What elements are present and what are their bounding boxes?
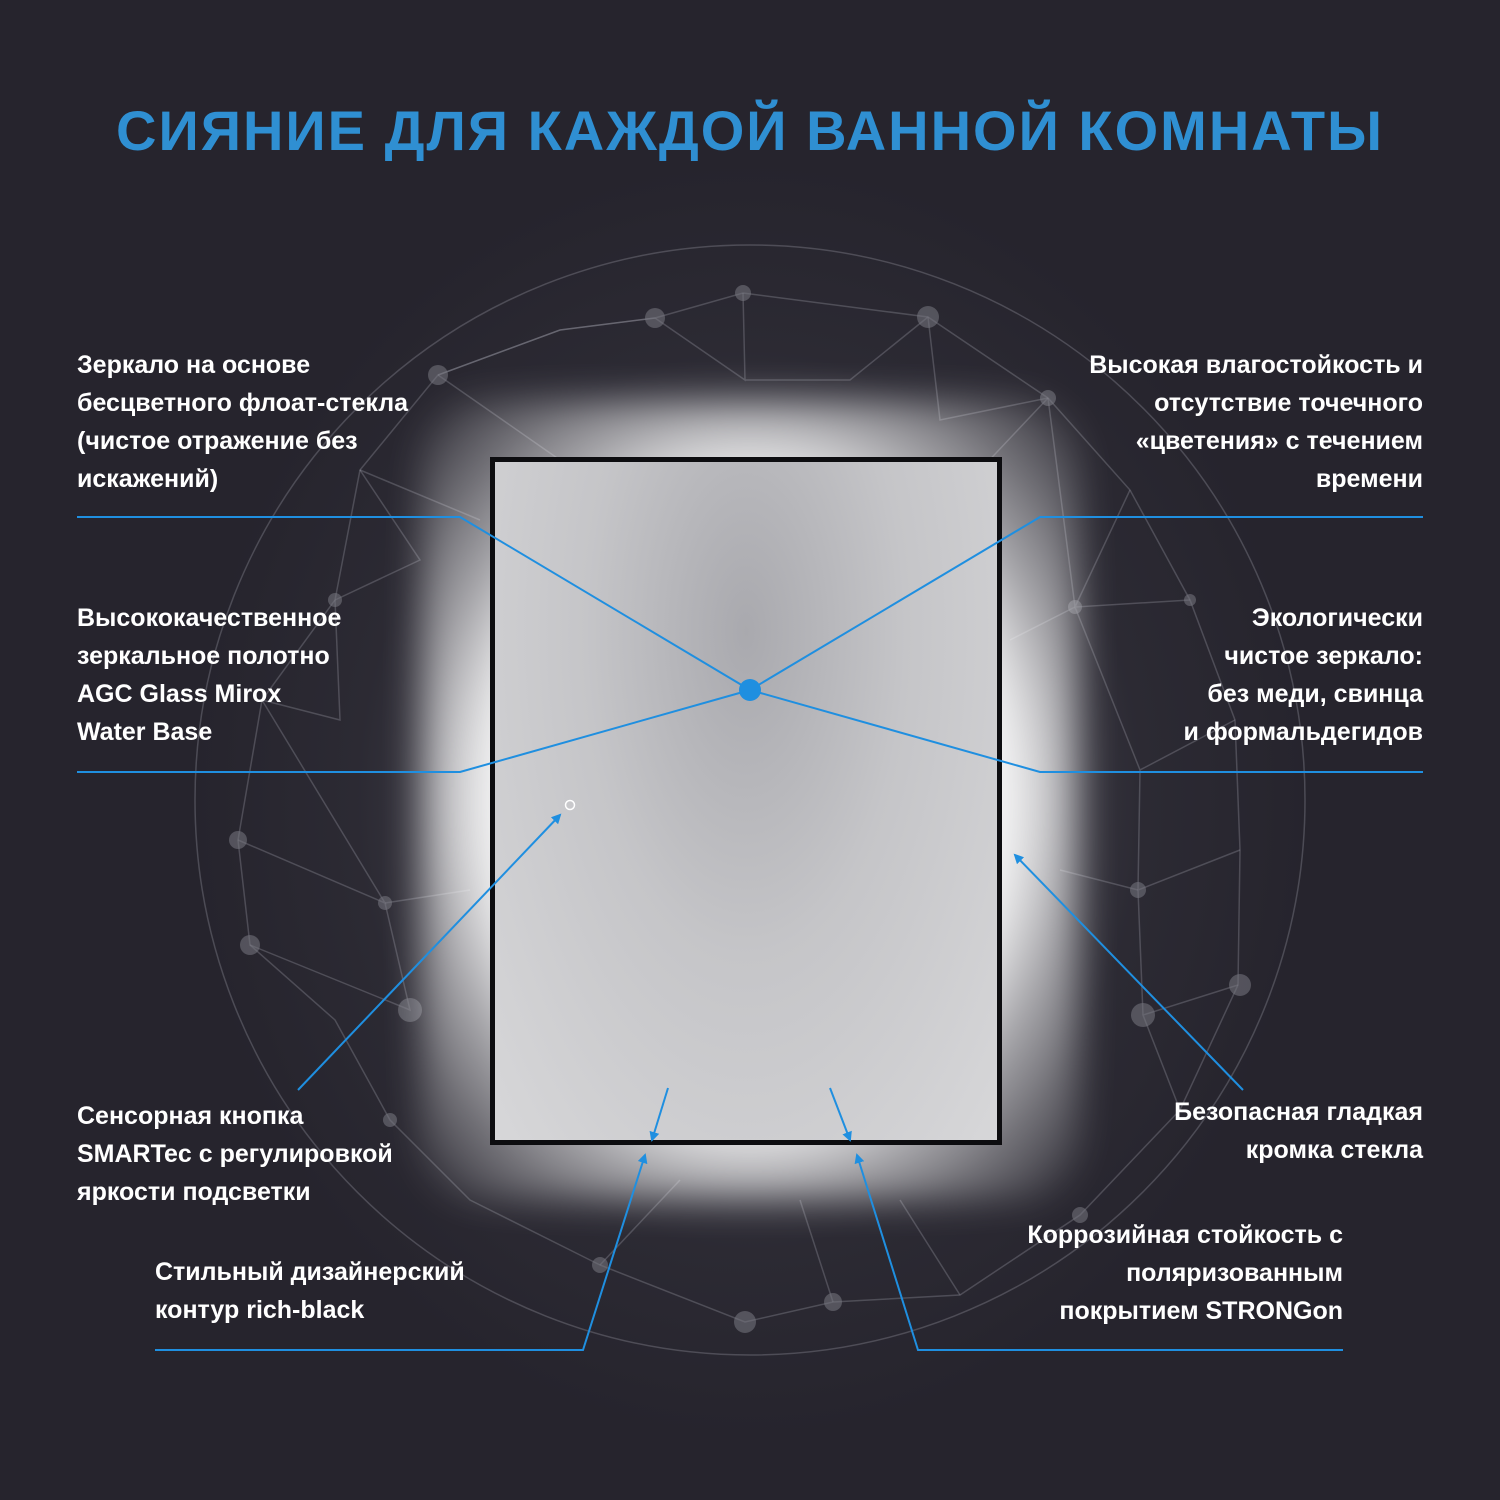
callout-arrow-contour-inner <box>652 1088 668 1140</box>
feature-eco: Экологически чистое зеркало: без меди, свинца и формальдегидов <box>1183 604 1423 746</box>
feature-agc-glass: Высококачественное зеркальное полотно AGC Glass Mirox Water Base <box>77 604 342 746</box>
feature-contour: Стильный дизайнерский контур rich-black <box>155 1258 465 1324</box>
feature-moisture: Высокая влагостойкость и отсутствие точечного «цветения» с течением времени <box>1089 351 1423 493</box>
feature-float-glass: Зеркало на основе бесцветного флоат-стекла (чистое отражение без искажений) <box>77 351 409 493</box>
callout-arrow-sensor <box>298 815 560 1090</box>
focus-dot <box>739 679 761 701</box>
feature-edge: Безопасная гладкая кромка стекла <box>1174 1098 1423 1164</box>
callout-arrow-edge <box>1015 855 1243 1090</box>
page-title: СИЯНИЕ ДЛЯ КАЖДОЙ ВАННОЙ КОМНАТЫ <box>116 99 1384 162</box>
sensor-button-icon <box>566 801 575 810</box>
callout-arrow-corrosion-inner <box>830 1088 850 1140</box>
feature-sensor: Сенсорная кнопка SMARTec с регулировкой яркости подсветки <box>77 1102 393 1206</box>
feature-corrosion: Коррозийная стойкость с поляризованным покрытием STRONGon <box>1027 1221 1343 1325</box>
